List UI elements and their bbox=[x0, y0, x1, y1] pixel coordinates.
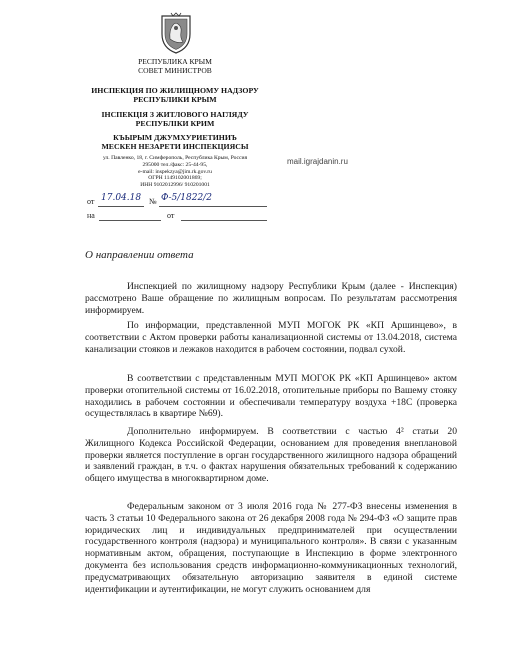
to-underline bbox=[99, 220, 161, 221]
to-label: на bbox=[87, 211, 95, 220]
number-underline bbox=[159, 206, 267, 207]
paragraph-3: В соответствии с представленным МУП МОГОК РК «КП Аршинцево» актом проверки отопительной системы от 16.02.2018, отопительные приборы по Вашему стояку находились в рабочем состоянии и обеспечивали температуру воздуха +18С (проверка осуществлялась в квартире №69). bbox=[85, 373, 457, 420]
number-label: № bbox=[149, 197, 157, 206]
paragraph-5: Федеральным законом от 3 июля 2016 года № 277-ФЗ внесены изменения в часть 3 статьи 10 Федерального закона от 26 декабря 2008 года № 294-ФЗ «О защите прав юридических лиц и индивидуальных предпринимателей при осуществлении государственного контроля (надзора) и муниципального контроля». В связи с указанным нормативным актом, обращения, поступающие в Инспекцию в форме электронного документа без использования средств информационно-коммуникационных технологий, предусматривающих обязательную авторизацию заявителя в единой системе идентификации и аутентификации, не могут служить основанием для bbox=[85, 501, 457, 595]
inspection-crh-line1: КЪЫРЫМ ДЖУМХУРИЕТИНИЪ bbox=[113, 133, 237, 142]
inspection-ua-line1: ІНСПЕКЦІЯ З ЖИТЛОВОГО НАГЛЯДУ bbox=[101, 110, 249, 119]
phone-line: 295000 тел./факс: 25-44-95, bbox=[142, 161, 208, 168]
ogrn-line: ОГРН 1149102001869; bbox=[148, 175, 202, 182]
ref-line-2 bbox=[87, 211, 267, 223]
inspection-ru bbox=[75, 86, 275, 104]
side-note: mail.igrajdanin.ru bbox=[287, 157, 348, 166]
to-from-label: от bbox=[167, 211, 175, 220]
inspection-ua-line2: РЕСПУБЛІКИ КРИМ bbox=[135, 119, 215, 128]
inspection-ua bbox=[75, 110, 275, 128]
to-from-underline bbox=[181, 220, 267, 221]
inspection-crh bbox=[75, 133, 275, 151]
header-block bbox=[75, 57, 275, 75]
inspection-ru-line2: РЕСПУБЛИКИ КРЫМ bbox=[133, 95, 217, 104]
from-label: от bbox=[87, 197, 95, 206]
republic-title: РЕСПУБЛИКА КРЫМ bbox=[138, 57, 212, 66]
paragraph-4: Дополнительно информируем. В соответствии с частью 4² статьи 20 Жилищного Кодекса Российской Федерации, основанием для проведения внеплановой проверки является поступление в орган государственного жилищного надзора обращений и заявлений граждан, в т.ч. о фактах нарушения обязательных требований к содержанию общего имущества в многоквартирном доме. bbox=[85, 426, 457, 485]
contact-block bbox=[75, 155, 275, 189]
date-underline bbox=[98, 206, 144, 207]
ref-line-1 bbox=[87, 195, 267, 209]
inspection-ru-line1: ИНСПЕКЦИЯ ПО ЖИЛИЩНОМУ НАДЗОРУ bbox=[91, 86, 259, 95]
date-handwritten: 17.04.18 bbox=[101, 193, 142, 203]
council-title: СОВЕТ МИНИСТРОВ bbox=[138, 66, 212, 75]
subject-line: О направлении ответа bbox=[85, 249, 194, 261]
email-line: e-mail: inspekzya@jim.rk.gov.ru bbox=[138, 168, 212, 175]
paragraph-2: По информации, представленной МУП МОГОК РК «КП Аршинцево», в соответствии с Актом проверки работы канализационной системы от 13.04.2018, система канализации стояков и лежаков находится в рабочем состоянии, подвал сухой. bbox=[85, 320, 457, 355]
number-handwritten: Ф-5/1822/2 bbox=[161, 193, 212, 203]
address-line: ул. Павленко, 18, г. Симферополь, Республика Крым, Россия bbox=[102, 155, 248, 161]
inspection-crh-line2: МЕСКЕН НЕЗАРЕТИ ИНСПЕКЦИЯСЫ bbox=[101, 142, 249, 151]
paragraph-1: Инспекцией по жилищному надзору Республики Крым (далее - Инспекция) рассмотрено Ваше обращение по жилищным вопросам. По результатам рассмотрения информируем. bbox=[85, 281, 457, 316]
coat-of-arms-emblem bbox=[159, 12, 193, 54]
inn-line: ИНН 9102012996/ 910201001 bbox=[140, 182, 210, 189]
